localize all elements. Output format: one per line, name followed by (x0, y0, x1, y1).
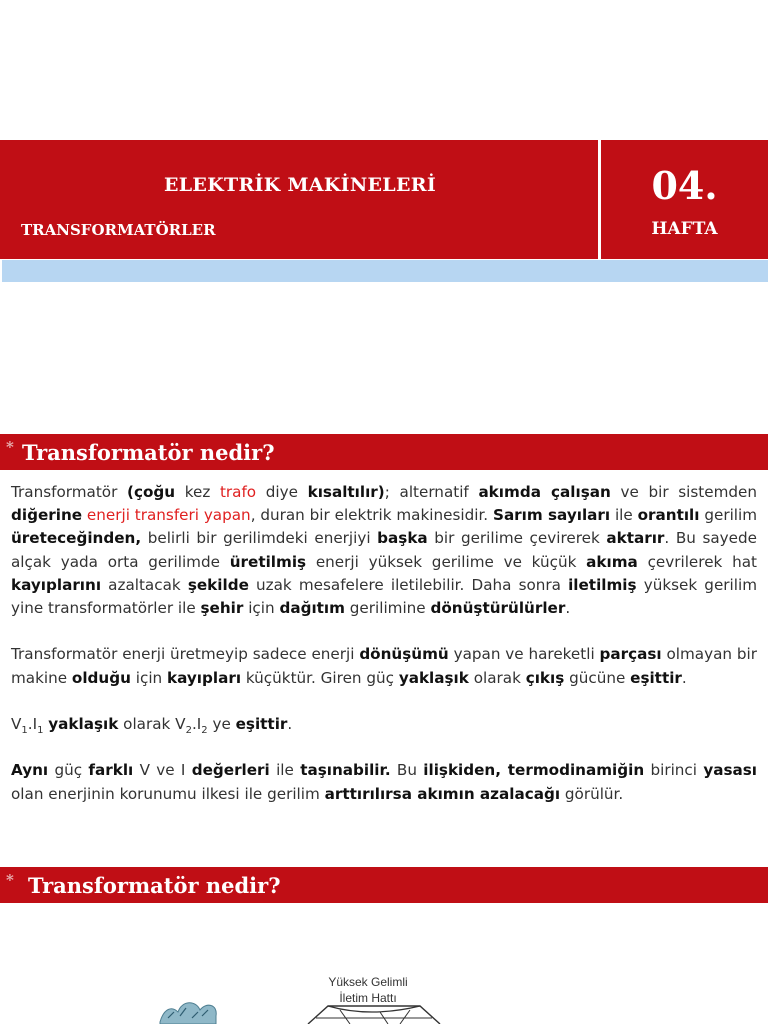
emphasis: dönüşümü (359, 645, 449, 664)
paragraph-conservation (11, 759, 757, 805)
text-run: . (565, 599, 571, 618)
topic-subtitle: TRANSFORMATÖRLER (21, 221, 216, 239)
text-run: çevrilerek hat (637, 552, 757, 571)
subscript: 2 (185, 725, 192, 737)
emphasis: dönüştürülürler (430, 599, 566, 618)
subscript: 2 (201, 725, 208, 737)
text-run: enerji yüksek gerilime ve küçük (306, 552, 587, 571)
text-run: gerilimine (344, 599, 431, 618)
text-run: .I (191, 715, 202, 733)
emphasis: kayıpları (167, 668, 242, 687)
emphasis: akıma (586, 552, 638, 571)
text-run: diye (256, 483, 308, 501)
highlight-term: trafo (219, 483, 257, 501)
text-run: güç (48, 761, 89, 780)
emphasis: farklı (88, 761, 134, 780)
emphasis: yasası (703, 761, 757, 780)
text-run: Transformatör enerji üretmeyip sadece enerji (11, 645, 360, 664)
text-run: gerilim (699, 506, 758, 525)
paragraph-definition (11, 481, 757, 620)
paragraph-efficiency (11, 643, 757, 689)
text-run: .I (27, 715, 38, 733)
text-run: . (681, 668, 687, 687)
emphasis: eşittir (235, 715, 288, 733)
text-run: yüksek gerilim yine transformatörler ile (11, 575, 757, 618)
emphasis: üretilmiş (229, 552, 307, 571)
emphasis: çıkış (525, 668, 565, 687)
text-run: ile (269, 761, 301, 780)
text-run: birinci (644, 761, 704, 780)
text-run: gücüne (564, 668, 631, 687)
emphasis: iletilmiş (568, 575, 637, 594)
emphasis: kısaltılır) (307, 483, 385, 501)
emphasis: aktarır (606, 529, 665, 548)
emphasis: dağıtım (279, 599, 345, 618)
emphasis: (çoğu (127, 483, 176, 501)
text-run: V (11, 715, 22, 733)
text-run: için (243, 599, 280, 618)
section-title: Transformatör nedir? (22, 440, 275, 465)
text-run: küçüktür. Giren güç (241, 668, 399, 687)
text-run: Transformatör (11, 483, 127, 501)
text-run: olan enerjinin korunumu ilkesi ile gerilim (11, 784, 325, 803)
emphasis: eşittir (630, 668, 682, 687)
subscript: 1 (21, 725, 28, 737)
emphasis: arttırılırsa akımın azalacağı (324, 784, 561, 803)
text-run: V ve I (133, 761, 192, 780)
highlight-term: enerji transferi yapan (86, 506, 251, 525)
text-run: ; alternatif (384, 483, 479, 501)
text-run: ve bir sistemden (610, 483, 757, 501)
text-run: azaltacak (101, 575, 188, 594)
emphasis: şekilde (187, 575, 249, 594)
section-title: Transformatör nedir? (28, 873, 281, 898)
subscript: 1 (37, 725, 44, 737)
text-run: olarak (468, 668, 526, 687)
emphasis: yaklaşık (398, 668, 469, 687)
week-number: 04. (651, 163, 718, 208)
text-run: kez (175, 483, 220, 501)
diagram-background (40, 922, 740, 1024)
emphasis: akımda çalışan (478, 483, 611, 501)
text-run: . Bu sayede alçak yada orta gerilimde (11, 529, 757, 571)
emphasis: üreteceğinden, (11, 529, 142, 548)
text-run: Bu (390, 761, 424, 780)
emphasis: parçası (599, 645, 662, 664)
diagram-label-line: Yüksek Gelimli (328, 975, 408, 989)
diagram-label (318, 974, 418, 1006)
emphasis: yaklaşık (48, 715, 119, 733)
text-run: yapan ve hareketli (448, 645, 600, 664)
emphasis: olduğu (71, 668, 131, 687)
emphasis: diğerine (11, 506, 83, 525)
section-header (0, 867, 768, 903)
bullet-icon: * (6, 871, 14, 889)
text-run: uzak mesafelere iletilebilir. Daha sonra (248, 575, 569, 594)
text-run: , duran bir elektrik makinesidir. (250, 506, 493, 525)
transmission-diagram (40, 922, 740, 1024)
text-run: ile (610, 506, 638, 525)
emphasis: Sarım sayıları (493, 506, 611, 525)
emphasis: ilişkiden, termodinamiğin (423, 761, 645, 780)
section-header (0, 434, 768, 470)
text-run: ye (207, 715, 236, 733)
emphasis: taşınabilir. (300, 761, 391, 780)
paragraph-formula (11, 713, 757, 736)
text-run: belirli bir gerilimdeki enerjiyi (141, 529, 378, 548)
text-run: olarak V (118, 715, 186, 733)
bullet-icon: * (6, 438, 14, 456)
text-run: olmayan bir makine (11, 645, 757, 687)
body-text (11, 481, 757, 829)
text-run: için (130, 668, 168, 687)
week-label: HAFTA (651, 219, 718, 239)
text-run: görülür. (560, 784, 624, 803)
emphasis: değerleri (191, 761, 270, 780)
emphasis: şehir (200, 599, 244, 618)
emphasis: orantılı (637, 506, 700, 525)
diagram-label-line: İletim Hattı (339, 991, 397, 1005)
emphasis: Aynı (11, 761, 49, 780)
emphasis: kayıplarını (11, 575, 102, 594)
course-title: ELEKTRİK MAKİNELERİ (163, 174, 437, 196)
text-run: . (287, 715, 293, 733)
text-run: bir gerilime çevirerek (427, 529, 607, 548)
emphasis: başka (377, 529, 428, 548)
header-accent-strip (2, 260, 768, 282)
